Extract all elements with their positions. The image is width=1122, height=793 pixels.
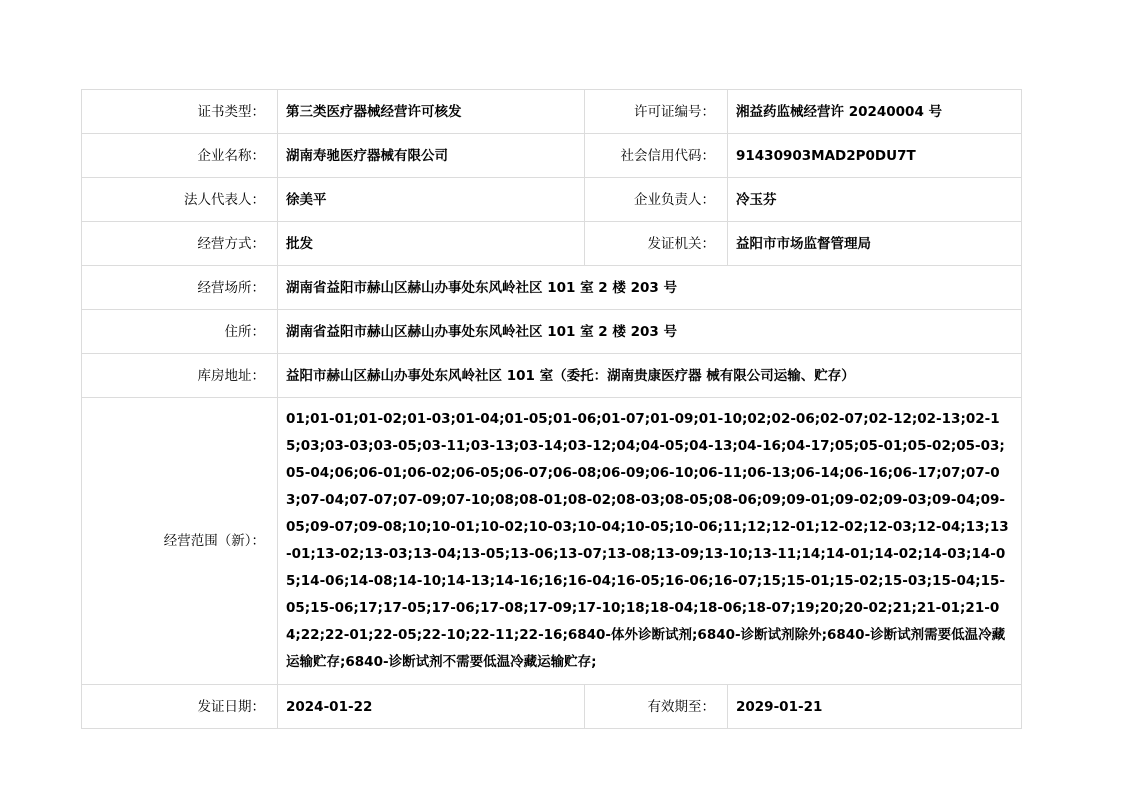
row-scope (82, 398, 1022, 685)
warehouse-label: 库房地址： (82, 354, 278, 398)
premises-label: 经营场所： (82, 266, 278, 310)
license-no-label: 许可证编号： (585, 90, 728, 134)
row-legal-rep (82, 178, 1022, 222)
company-value: 湖南寿驰医疗器械有限公司 (278, 134, 585, 178)
cert-type-label: 证书类型： (82, 90, 278, 134)
manager-label: 企业负责人： (585, 178, 728, 222)
certificate-table (81, 89, 1022, 729)
issue-date-value: 2024-01-22 (278, 685, 585, 729)
row-warehouse (82, 354, 1022, 398)
license-no-value: 湘益药监械经营许 20240004 号 (728, 90, 1022, 134)
scope-value: 01;01-01;01-02;01-03;01-04;01-05;01-06;01-07;01-09;01-10;02;02-06;02-07;02-12;02-13;02-15;03;03-03;03-05;03-11;03-13;03-14;03-12;04;04-05;04-13;04-16;04-17;05;05-01;05-02;05-03;05-04;06;06-01;06-02;06-05;06-07;06-08;06-09;06-10;06-11;06-13;06-14;06-16;06-17;07;07-03;07-04;07-07;07-09;07-10;08;08-01;08-02;08-03;08-05;08-06;09;09-01;09-02;09-03;09-04;09-05;09-07;09-08;10;10-01;10-02;10-03;10-04;10-05;10-06;11;12;12-01;12-02;12-03;12-04;13;13-01;13-02;13-03;13-04;13-05;13-06;13-07;13-08;13-09;13-10;13-11;14;14-01;14-02;14-03;14-05;14-06;14-08;14-10;14-13;14-16;16;16-04;16-05;16-06;16-07;15;15-01;15-02;15-03;15-04;15-05;15-06;17;17-05;17-06;17-08;17-09;17-10;18;18-04;18-06;18-07;19;20;20-02;21;21-01;21-04;22;22-01;22-05;22-10;22-11;22-16;6840-体外诊断试剂;6840-诊断试剂除外;6840-诊断试剂需要低温冷藏运输贮存;6840-诊断试剂不需要低温冷藏运输贮存; (278, 398, 1022, 685)
row-company (82, 134, 1022, 178)
legal-rep-label: 法人代表人： (82, 178, 278, 222)
company-label: 企业名称： (82, 134, 278, 178)
authority-label: 发证机关： (585, 222, 728, 266)
legal-rep-value: 徐美平 (278, 178, 585, 222)
credit-code-label: 社会信用代码： (585, 134, 728, 178)
residence-label: 住所： (82, 310, 278, 354)
mode-label: 经营方式： (82, 222, 278, 266)
row-mode (82, 222, 1022, 266)
row-residence (82, 310, 1022, 354)
premises-value: 湖南省益阳市赫山区赫山办事处东风岭社区 101 室 2 楼 203 号 (278, 266, 1022, 310)
valid-until-label: 有效期至： (585, 685, 728, 729)
valid-until-value: 2029-01-21 (728, 685, 1022, 729)
warehouse-value: 益阳市赫山区赫山办事处东风岭社区 101 室（委托：湖南贵康医疗器 械有限公司运输、贮存） (278, 354, 1022, 398)
row-premises (82, 266, 1022, 310)
residence-value: 湖南省益阳市赫山区赫山办事处东风岭社区 101 室 2 楼 203 号 (278, 310, 1022, 354)
manager-value: 冷玉芬 (728, 178, 1022, 222)
cert-type-value: 第三类医疗器械经营许可核发 (278, 90, 585, 134)
issue-date-label: 发证日期： (82, 685, 278, 729)
row-cert-type (82, 90, 1022, 134)
mode-value: 批发 (278, 222, 585, 266)
credit-code-value: 91430903MAD2P0DU7T (728, 134, 1022, 178)
authority-value: 益阳市市场监督管理局 (728, 222, 1022, 266)
scope-label: 经营范围（新）： (82, 398, 278, 685)
row-dates (82, 685, 1022, 729)
